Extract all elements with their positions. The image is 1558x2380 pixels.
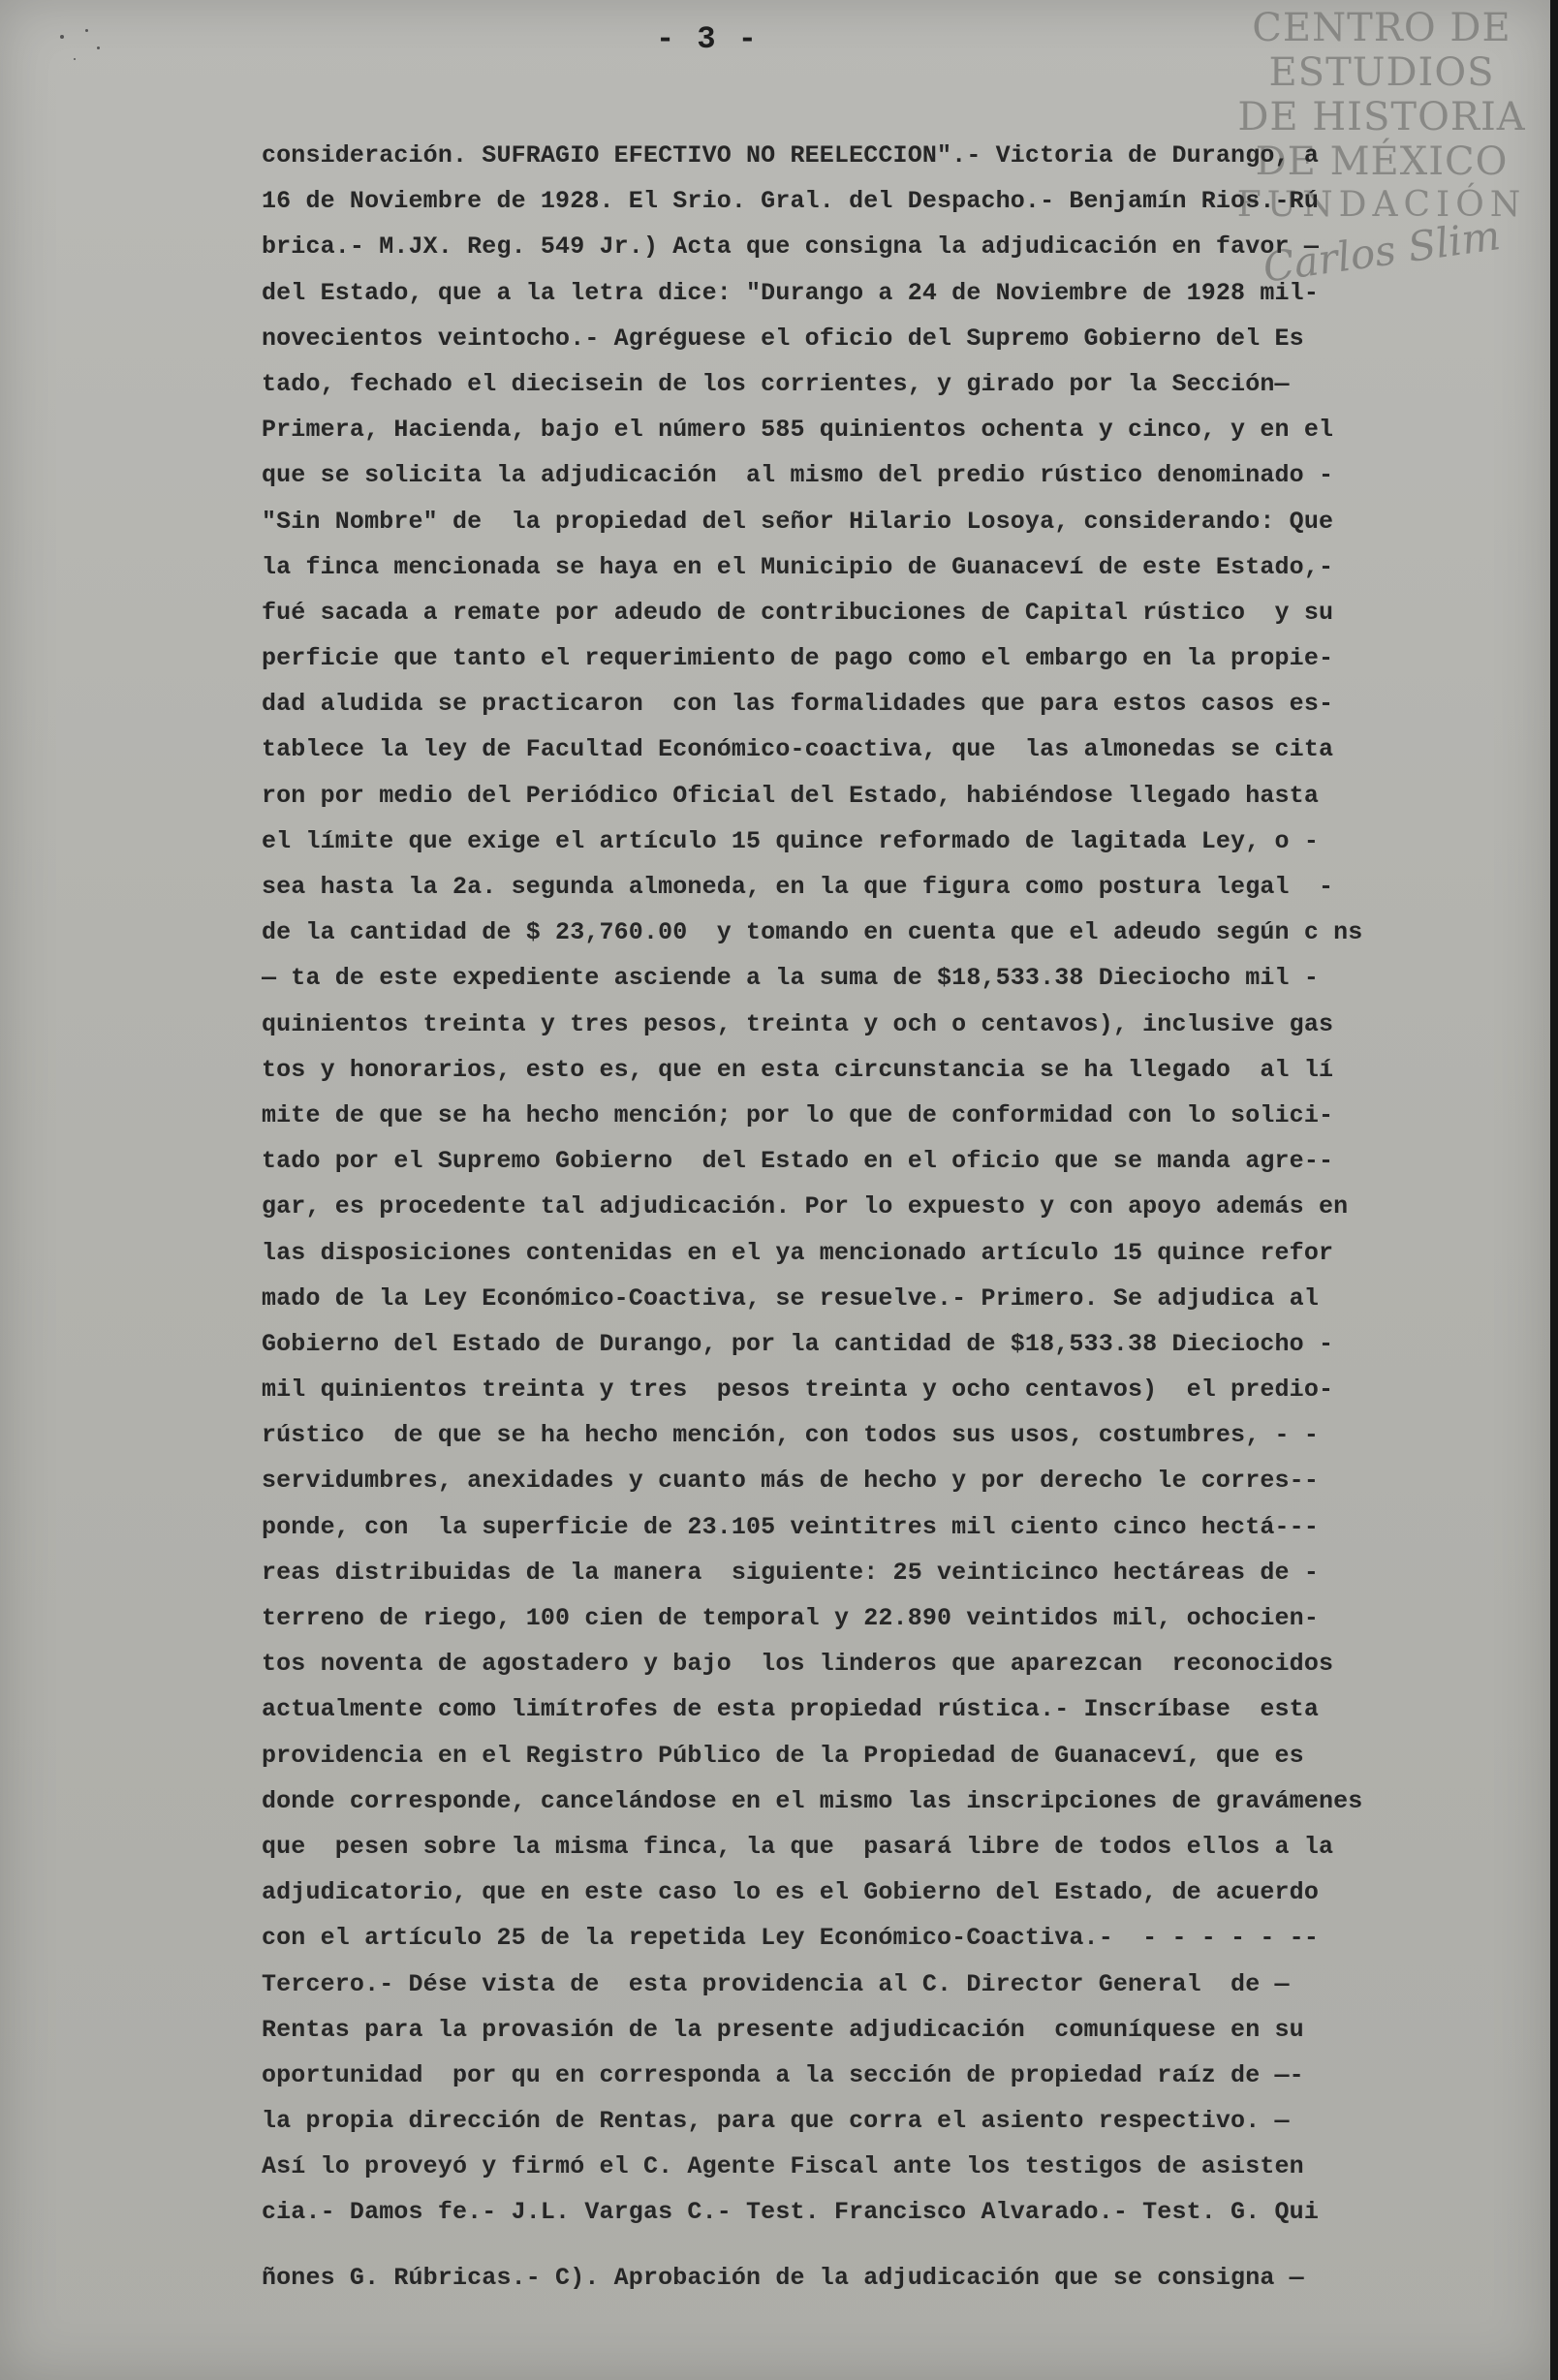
text-line: dad aludida se practicaron con las formalidades que para estos casos es- [262,690,1334,719]
watermark-subtitle: FUNDACIÓN [1236,185,1527,225]
text-line: las disposiciones contenidas en el ya mencionado artículo 15 quince refor [262,1238,1334,1267]
text-line: Gobierno del Estado de Durango, por la cantidad de $18,533.38 Dieciocho - [262,1329,1334,1358]
text-line: ponde, con la superficie de 23.105 veintitres mil ciento cinco hectá--- [262,1512,1319,1541]
watermark-line: CENTRO DE [1252,6,1511,50]
scan-border [1550,0,1558,2380]
text-line: oportunidad por qu en corresponda a la sección de propiedad raíz de —- [262,2060,1304,2089]
text-line: mil quinientos treinta y tres pesos treinta y ocho centavos) el predio- [262,1375,1334,1405]
scan-speck [97,46,100,49]
text-line: Así lo proveyó y firmó el C. Agente Fiscal ante los testigos de asisten [262,2152,1304,2181]
text-line: servidumbres, anexidades y cuanto más de hecho y por derecho le corres-- [262,1467,1319,1496]
text-line: novecientos veintocho.- Agréguese el oficio del Supremo Gobierno del Es [262,324,1304,353]
text-line: providencia en el Registro Público de la Propiedad de Guanaceví, que es [262,1741,1304,1770]
text-line: terreno de riego, 100 cien de temporal y 22.890 veintidos mil, ochocien- [262,1604,1319,1632]
text-line: perficie que tanto el requerimiento de pago como el embargo en la propie- [262,644,1334,673]
text-line: cia.- Damos fe.- J.L. Vargas C.- Test. Francisco Alvarado.- Test. G. Qui [262,2198,1319,2227]
text-line: mite de que se ha hecho mención; por lo que de conformidad con lo solici- [262,1100,1334,1129]
text-line: actualmente como limítrofes de esta propiedad rústica.- Inscríbase esta [262,1695,1319,1724]
text-line: gar, es procedente tal adjudicación. Por lo expuesto y con apoyo además en [262,1192,1349,1221]
text-line: tado por el Supremo Gobierno del Estado en el oficio que se manda agre-- [262,1147,1334,1176]
text-line: reas distribuidas de la manera siguiente: 25 veinticinco hectáreas de - [262,1558,1319,1587]
text-line: fué sacada a remate por adeudo de contribuciones de Capital rústico y su [262,598,1334,627]
scan-speck [74,58,76,60]
text-line: donde corresponde, cancelándose en el mismo las inscripciones de gravámenes [262,1786,1363,1815]
watermark-line: DE MÉXICO [1255,139,1509,184]
text-line: — ta de este expediente asciende a la suma de $18,533.38 Dieciocho mil - [262,964,1319,993]
text-line: "Sin Nombre" de la propiedad del señor Hilario Losoya, considerando: Que [262,507,1334,536]
scan-speck [60,35,64,39]
watermark-signature: Carlos Slim [1260,211,1504,292]
text-line: 16 de Noviembre de 1928. El Srio. Gral. del Despacho.- Benjamín Rios.-Rú [262,187,1319,216]
text-line: tos noventa de agostadero y bajo los linderos que aparezcan reconocidos [262,1650,1334,1679]
text-line: ron por medio del Periódico Oficial del Estado, habiéndose llegado hasta [262,781,1319,810]
text-line: rústico de que se ha hecho mención, con todos sus usos, costumbres, - - [262,1421,1319,1450]
watermark-line: DE HISTORIA [1237,95,1526,139]
typed-body-text [262,133,1473,2301]
text-line: sea hasta la 2a. segunda almoneda, en la que figura como postura legal - [262,873,1334,901]
scan-speck [85,29,88,32]
text-line: brica.- M.JX. Reg. 549 Jr.) Acta que consigna la adjudicación en favor — [262,232,1319,262]
text-line: la finca mencionada se haya en el Municipio de Guanaceví de este Estado,- [262,552,1334,581]
text-line: Primera, Hacienda, bajo el número 585 quinientos ochenta y cinco, y en el [262,416,1334,445]
text-line: del Estado, que a la letra dice: "Durango a 24 de Noviembre de 1928 mil- [262,278,1319,307]
text-line: ñones G. Rúbricas.- C). Aprobación de la adjudicación que se consigna — [262,2263,1304,2292]
text-line: quinientos treinta y tres pesos, treinta y och o centavos), inclusive gas [262,1009,1334,1038]
text-line: de la cantidad de $ 23,760.00 y tomando en cuenta que el adeudo según c ns [262,918,1363,947]
text-line: la propia dirección de Rentas, para que corra el asiento respectivo. — [262,2107,1290,2136]
text-line: mado de la Ley Económico-Coactiva, se resuelve.- Primero. Se adjudica al [262,1283,1319,1313]
text-line: Tercero.- Dése vista de esta providencia al C. Director General de — [262,1969,1290,1998]
text-line: el límite que exige el artículo 15 quince reformado de lagitada Ley, o - [262,826,1319,855]
text-line: tado, fechado el diecisein de los corrientes, y girado por la Sección— [262,369,1290,398]
text-line: tablece la ley de Facultad Económico-coactiva, que las almonedas se cita [262,735,1334,764]
page-number: - 3 - [655,21,759,57]
text-line: consideración. SUFRAGIO EFECTIVO NO REELECCION".- Victoria de Durango, a [262,141,1319,170]
text-line: adjudicatorio, que en este caso lo es el Gobierno del Estado, de acuerdo [262,1878,1319,1907]
text-line: que pesen sobre la misma finca, la que pasará libre de todos ellos a la [262,1832,1334,1861]
text-line: que se solicita la adjudicación al mismo del predio rústico denominado - [262,461,1334,490]
text-line: con el artículo 25 de la repetida Ley Económico-Coactiva.- - - - - - -- [262,1924,1319,1953]
text-line: tos y honorarios, esto es, que en esta circunstancia se ha llegado al lí [262,1055,1334,1084]
watermark-line: ESTUDIOS [1268,50,1495,95]
text-line: Rentas para la provasión de la presente adjudicación comuníquese en su [262,2015,1304,2044]
